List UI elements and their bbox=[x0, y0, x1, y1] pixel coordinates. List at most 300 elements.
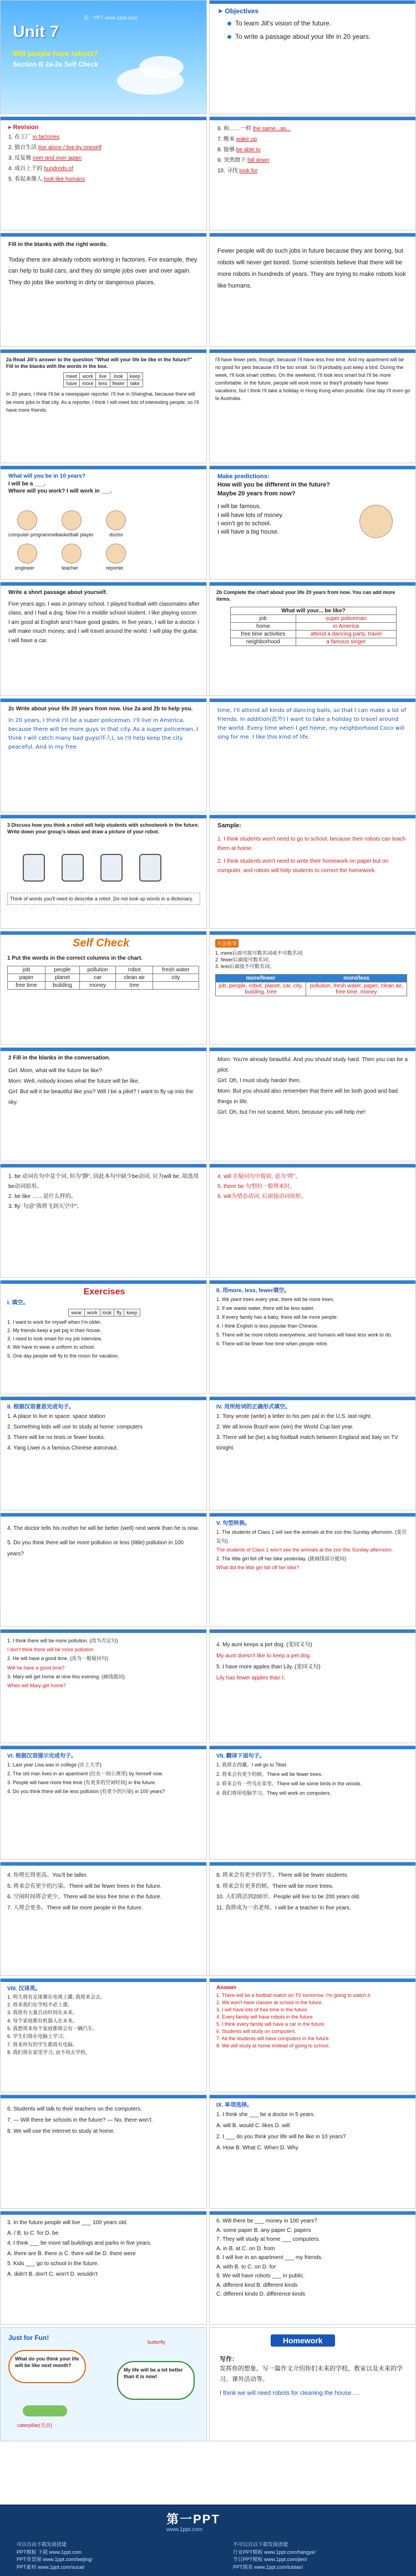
footer-link[interactable]: 可以自由下载发展团建 bbox=[17, 2542, 67, 2547]
exercise-item: 3. There will be no tests or fewer books. bbox=[7, 1434, 105, 1441]
exercise-item: 4. The doctor tells his mother he will be better (well) next week than he is now. bbox=[7, 1525, 199, 1532]
word-item: people bbox=[45, 966, 80, 974]
chart-value: super policeman bbox=[296, 615, 396, 623]
hint-slide bbox=[0, 1745, 207, 1860]
word-item: building bbox=[45, 981, 80, 989]
mc-content-2 bbox=[7, 2218, 201, 2280]
robot-icon bbox=[62, 854, 84, 882]
exercise-item: 3. In the future people will live ___ 100 years old. bbox=[7, 2220, 128, 2226]
synonym-slide bbox=[209, 1629, 416, 1743]
exercises-heading: Exercises bbox=[83, 1287, 125, 1297]
word-item: paper bbox=[8, 974, 45, 981]
exercise-item: 5. Kids ___ go to school in the future. bbox=[7, 2261, 99, 2267]
revision-item: 2. 独自生活 live alone / live by oneself bbox=[8, 145, 102, 151]
exercise-answer: My aunt doesn't like to keep a pet dog. bbox=[216, 1653, 311, 1659]
reading-slide bbox=[0, 349, 207, 463]
caterpillar-shape bbox=[23, 2405, 67, 2416]
prediction-item: I will have lots of money. bbox=[217, 511, 284, 519]
word-item: tree bbox=[116, 981, 153, 989]
job-label: reporter bbox=[106, 565, 124, 571]
exercises-content bbox=[7, 1285, 201, 1360]
conversation-line: Girl: Mom, what will the future be like? bbox=[8, 1067, 102, 1074]
more-less-content bbox=[216, 1287, 410, 1349]
slide-bar bbox=[1, 582, 206, 586]
grammar-content bbox=[8, 1172, 200, 1212]
cover-question: Will people have robots? bbox=[13, 49, 98, 58]
cover-slide bbox=[0, 0, 207, 114]
conversation-content bbox=[8, 1054, 200, 1108]
revision-item: 9. 突然倒下 fall down bbox=[217, 157, 270, 163]
word-box-item: more bbox=[79, 380, 96, 387]
predictions-slide bbox=[209, 465, 416, 580]
slide-bar bbox=[210, 699, 415, 702]
answer-item: 7. All the students will have computers in the future. bbox=[216, 2035, 331, 2041]
exercise-item: 7. — Will there be schools in the future? — No, there won't. bbox=[7, 2117, 153, 2123]
sample-slide bbox=[209, 815, 416, 929]
conversation-content-2 bbox=[217, 1054, 409, 1118]
exercise-item: 5. 将来会有更少的污染。There will be fewer trees in the future. bbox=[7, 1883, 162, 1889]
robot-icon bbox=[139, 854, 161, 882]
butterfly-label: butterfly bbox=[148, 2339, 166, 2345]
exercise-item: 2. Something kids will use to study at home: computers bbox=[7, 1423, 143, 1430]
grammar-note: 4. will 在疑问句中提前, 意为"将"。 bbox=[217, 1174, 301, 1180]
exercise-options: A. didn't B. don't C. won't D. wouldn't bbox=[7, 2271, 98, 2277]
fill-slide bbox=[0, 1513, 207, 1627]
slide-bar bbox=[210, 1, 415, 4]
writing-2c-paragraph-2: time, I'll attend all kinds of dancing balls, so that I can make a lot of friends. In addition(此外) I want to take a holiday to travel around the world. Every time when I get home, my neighborhood Coco will sing for me. I like this kind of life. bbox=[217, 708, 407, 740]
grammar-content-2 bbox=[217, 1172, 409, 1202]
slide-bar bbox=[1, 2095, 206, 2098]
exercise-item: 1. I think she ___ be a doctor in 5 years. bbox=[216, 2111, 315, 2118]
grammar-slide-2 bbox=[209, 1164, 416, 1278]
slide-bar bbox=[1, 1164, 206, 1167]
answer-item: 3. I will have lots of free time in the future. bbox=[216, 2006, 309, 2012]
exercise-item: 3. There will be (be) a big football match between England and Italy on TV tonight. bbox=[216, 1434, 398, 1451]
homework-example: I think we will need robots for cleaning the house. ... bbox=[220, 2389, 360, 2396]
answer-item: 8. We will study at home instead of going to school. bbox=[216, 2042, 330, 2048]
revision-list-2 bbox=[217, 124, 406, 176]
translate-content bbox=[216, 1753, 410, 1798]
word-item: job bbox=[8, 966, 45, 974]
fill-content bbox=[7, 1523, 201, 1560]
blanks-text: Today there are already robots working in factories. For example, they can help to build cars, and they do simple jobs over and over again. They do jobs like working in dirty or dangerous places. bbox=[8, 256, 197, 286]
exercise-part: VIII. 汉译英。 bbox=[7, 1986, 41, 1992]
correct-form-content bbox=[216, 1404, 410, 1453]
slide-bar bbox=[210, 2211, 415, 2215]
exercise-part: IV. 用所给词的正确形式填空。 bbox=[216, 1404, 291, 1410]
writing-2c-task: 2c Write about your life 20 years from now. Use 2a and 2b to help you. bbox=[8, 706, 193, 712]
slide-bar bbox=[210, 117, 415, 120]
chart-slide bbox=[209, 582, 416, 696]
write-slide bbox=[0, 582, 207, 696]
footer-link[interactable]: PPT模板 下载 www.1ppt.com bbox=[17, 2549, 82, 2555]
more-less-slide bbox=[209, 1280, 416, 1394]
conversation-line: Girl: But will it be beautiful like you? Will I be a pilot? I want to fly up into the sky. bbox=[8, 1088, 194, 1105]
cover-watermark: 第一PPT www.1ppt.com bbox=[84, 15, 138, 21]
exercise-item: 3. If every family has a baby, there will be more people. bbox=[216, 1314, 338, 1320]
viii-slide bbox=[0, 1978, 207, 2092]
revision-item: 10. 寻找 look for bbox=[217, 168, 258, 174]
method-tip: 2. fewer后面接可数名词; bbox=[215, 957, 270, 963]
prediction-item: I will have a big house. bbox=[217, 529, 280, 536]
discuss-task: 3 Discuss how you think a robot will help students with schoolwork in the future. Write down your group's ideas and draw a picture of your robot. bbox=[7, 822, 200, 835]
viii-content bbox=[7, 1985, 201, 2057]
jobs-where: Where will you work? I will work in ___. bbox=[8, 488, 112, 494]
negation-content bbox=[7, 1636, 201, 1690]
person-icon bbox=[17, 510, 37, 530]
selfcheck-answer-table bbox=[215, 974, 407, 996]
chart-key: neighborhood bbox=[231, 638, 296, 646]
word-box-item: fewer bbox=[110, 380, 127, 387]
conversation-line: Girl: Oh, I must study harder then. bbox=[217, 1078, 301, 1084]
exercise-item: 4. I think ___ be more tall buildings and parks in five years. bbox=[7, 2240, 152, 2246]
person-icon bbox=[106, 510, 126, 530]
slide-bar bbox=[1, 2211, 206, 2215]
exercise-item: 1. I want to work for myself when I'm older. bbox=[7, 1319, 102, 1325]
exercise-item: 1. 我将去西藏。I will go to Tibet. bbox=[216, 1761, 288, 1768]
exercise-item: 2. 将来我们在学校不必上课。 bbox=[7, 2001, 73, 2007]
answer-item: 5. I think every family will have a car in the future. bbox=[216, 2021, 326, 2027]
answer-cell: pollution, fresh water, paper, clean air, free time, money bbox=[306, 982, 407, 996]
word-item: city bbox=[153, 974, 199, 981]
exercise-options: A. some paper B. any paper C. papers bbox=[216, 2227, 311, 2234]
exercise-item: 3. People will have more free time (有更多的空闲时间) in the future. bbox=[7, 1779, 156, 1785]
selfcheck-title: Self Check bbox=[73, 937, 130, 949]
sample-item: 2. I think students won't need to write their homework on paper but on computer, and robots will help students to correct the homework. bbox=[217, 858, 389, 874]
revision-item: 6. 和……一样 the same...as... bbox=[217, 126, 291, 132]
method-tip: 1. more后面可接可数名词或不可数名词; bbox=[215, 950, 304, 956]
jobs-answer: I will be a ___. bbox=[8, 480, 45, 487]
exercise-item: 2. We all know Brazil won (win) the World Cup last year. bbox=[216, 1423, 354, 1430]
chart-value: in America bbox=[296, 623, 396, 631]
person-icon bbox=[106, 544, 126, 564]
word-box bbox=[63, 372, 143, 387]
blanks-content bbox=[8, 241, 200, 289]
exercise-word-box bbox=[68, 1309, 140, 1317]
predictions-heading: Make predictions: bbox=[217, 473, 270, 480]
exercise-item: 6. 空闲时间将会更少。There will be less free time in the future. bbox=[7, 1894, 162, 1900]
exercise-item: 2. The little girl fell off her bike yesterday. (就画线部分提问) bbox=[216, 1556, 347, 1562]
sentence-transform-content bbox=[216, 1520, 410, 1572]
slide-bar bbox=[210, 582, 415, 586]
exercise-item: 2. I ___ do you think your life will be like in 10 years? bbox=[216, 2133, 346, 2140]
writing-2c-content bbox=[8, 705, 200, 752]
exercise-item: 5. There will be more robots everywhere, and humans will have less work to do. bbox=[216, 1332, 392, 1338]
slide-bar bbox=[210, 2095, 415, 2098]
word-box-item: have bbox=[63, 380, 79, 387]
word-item: free time bbox=[8, 981, 45, 989]
slide-bar bbox=[1, 350, 206, 353]
robot-icon bbox=[100, 854, 123, 882]
revision-item: 3. 反复地 over and over again bbox=[8, 155, 82, 162]
revision-heading: ▸ Revision bbox=[8, 124, 39, 131]
conversation-slide-2 bbox=[209, 1047, 416, 1161]
exercise-options: A. different kind B. different kinds bbox=[216, 2282, 298, 2288]
discuss-content bbox=[7, 822, 200, 835]
word-box-item: fly bbox=[114, 1309, 124, 1316]
exercise-item: 6. There will be fewer free time when people retire. bbox=[216, 1341, 328, 1347]
chart-key: free time activities bbox=[231, 631, 296, 638]
viii-answer-content bbox=[216, 1984, 410, 2050]
translate-slide bbox=[209, 1745, 416, 1860]
exercise-item: 4. My aunt keeps a pet dog. (变同义句) bbox=[216, 1642, 312, 1648]
jobs-slide bbox=[0, 465, 207, 580]
mc-content-3 bbox=[216, 2217, 410, 2300]
prediction-item: I will be famous. bbox=[217, 503, 261, 510]
slide-bar bbox=[1, 1281, 206, 1284]
homework-task: 发挥你的想象，写一篇作文介绍你们未来的学校，教室以及未来的学习、课外活动等。 bbox=[220, 2365, 403, 2383]
exercise-item: 1. Last year Lisa was in college (在上大学). bbox=[7, 1761, 103, 1768]
sample-item: 1. I think students won't need to go to school, because their robots can teach them at home. bbox=[217, 836, 406, 852]
exercise-item: 4. Do you think there will be less pollution (有更少的污染) in 100 years? bbox=[7, 1789, 165, 1795]
exercise-item: 8. I will live in an apartment ___ my friends. bbox=[216, 2255, 323, 2261]
exercise-part: II. 根据汉语意思完成句子。 bbox=[7, 1404, 75, 1410]
blanks-text-2: Fewer people will do such jobs in future because they are boring, but robots will never get bored. Some scientists believe that there will be more robots in hundreds of years. They are trying to make robots look like humans. bbox=[217, 248, 406, 289]
exercise-item: 9. 将来会有更多的树。There will be more trees. bbox=[216, 1883, 334, 1889]
exercise-item: 3. I need to look smart for my job interview. bbox=[7, 1336, 103, 1342]
chart-key: home bbox=[231, 623, 296, 631]
exercise-item: 3. Mary will get home at nine this evening. (画线提问) bbox=[7, 1673, 125, 1679]
slide-bar bbox=[210, 1862, 415, 1866]
objective-item: To learn Jill's vision of the future. bbox=[227, 19, 405, 27]
exercise-item: 8. We will use the internet to study at home. bbox=[7, 2128, 115, 2134]
slide-bar bbox=[1, 1630, 206, 1633]
grammar-note: 1. be 动词在句中是个词, 但为"静", 因此本句中缺少be动词, 应为will be, 故选用be动词原形。 bbox=[8, 1174, 199, 1190]
chart-key: job bbox=[231, 615, 296, 623]
slide-bar bbox=[1, 233, 206, 237]
homework-heading: Homework bbox=[271, 2334, 335, 2347]
bubble-text: My life will be a lot better than it is now! bbox=[124, 2367, 183, 2380]
mc-intro-content bbox=[7, 2104, 201, 2137]
grammar-note: 2. be like ……是什么样的。 bbox=[8, 1194, 77, 1200]
selfcheck-answer-content bbox=[215, 938, 410, 996]
grammar-note: 3. fly: 句意"我将飞到天空中"。 bbox=[8, 1204, 83, 1210]
life-chart bbox=[230, 607, 397, 646]
reading-content bbox=[6, 356, 200, 414]
homework-content bbox=[220, 2355, 408, 2398]
word-box-item: live bbox=[96, 373, 110, 380]
fun-slide bbox=[0, 2327, 207, 2441]
translate-content-2 bbox=[7, 1870, 201, 1913]
slide-bar bbox=[1, 815, 206, 818]
word-item: pollution bbox=[79, 966, 116, 974]
job-label: teacher bbox=[62, 565, 79, 571]
job-label: computer programmer bbox=[8, 532, 58, 537]
homework-task-heading: 写作： bbox=[220, 2356, 238, 2363]
exercise-item: 9. We will have robots ___ in public. bbox=[216, 2273, 305, 2279]
revision-slide-2 bbox=[209, 116, 416, 231]
column-header: more/less bbox=[306, 975, 407, 982]
footer-banner bbox=[0, 2505, 416, 2576]
sample-content bbox=[217, 822, 409, 875]
slide-bar bbox=[1, 466, 206, 469]
exercise-item: 5. I have more apples than Lily. (变同义句) bbox=[216, 1664, 321, 1670]
write-paragraph: Five years ago, I was in primary school. I played football with classmates after class, and I had a dog. Now I'm a middle school student. I like playing soccer. I am good at English and I have good grades. In five years, I will be a doctor. I will make much money, and I will travel around the world. I will play the guitar. I will have a car. bbox=[8, 601, 200, 644]
footer-link[interactable]: 节日PPT模板 www.1ppt.com/jieri/ bbox=[233, 2557, 307, 2562]
word-box-item: look bbox=[110, 373, 127, 380]
exercise-answer: The students of Class 1 won't see the animals at the zoo this Sunday afternoon. bbox=[216, 1546, 393, 1553]
word-box-item: less bbox=[96, 380, 110, 387]
exercise-item: 8. 将来会有更少的学生。There will be fewer students. bbox=[216, 1872, 349, 1878]
speech-bubble bbox=[117, 2361, 195, 2400]
translate-slide-2 bbox=[0, 1862, 207, 1976]
word-item: car bbox=[79, 974, 116, 981]
viii-answer-slide bbox=[209, 1978, 416, 2092]
slide-bar bbox=[210, 1746, 415, 1749]
exercise-item: 1. Tony wrote (write) a letter to his pen pal in the U.S. last night. bbox=[216, 1413, 372, 1420]
exercise-part: IX. 单项选择。 bbox=[216, 2102, 253, 2108]
conversation-line: Girl: Oh, but I'm not scared, Mom, because you will help me! bbox=[217, 1109, 366, 1115]
reading-task: 2a Read Jill's answer to the question "What will your life be like in the future?" Fill in the blanks with the words in the box. bbox=[6, 357, 192, 370]
translate-content-3 bbox=[216, 1870, 410, 1913]
answer-cell: job, people, robot, planet, car, city, building, tree bbox=[216, 982, 306, 996]
slide-bar bbox=[210, 1513, 415, 1517]
slide-bar bbox=[210, 1630, 415, 1633]
revision-slide bbox=[0, 116, 207, 231]
footer-links bbox=[17, 2541, 93, 2571]
exercise-item: 5. Do you think there will be more pollution or less (little) pollution in 100 years? bbox=[7, 1540, 184, 1557]
word-item: fresh water bbox=[153, 966, 199, 974]
writing-2c-slide bbox=[0, 698, 207, 812]
exercise-item: 5. One day people will fly to the moon for vacation. bbox=[7, 1353, 119, 1359]
exercise-answer: What did the little girl fall off her bike? bbox=[216, 1565, 300, 1571]
footer-link[interactable]: PPT背景图 www.1ppt.com/beijing/ bbox=[17, 2557, 93, 2562]
exercise-item: 2. 将来会有更少的树。There will be fewer trees. bbox=[216, 1771, 323, 1777]
caterpillar-label: caterpillar(毛虫) bbox=[17, 2423, 53, 2428]
job-label: basketball player bbox=[56, 532, 94, 537]
conversation-task: 2 Fill in the blanks in the conversation. bbox=[8, 1055, 110, 1061]
cover-unit: Unit 7 bbox=[13, 23, 59, 41]
footer-url[interactable]: www.1ppt.com bbox=[166, 2527, 203, 2533]
exercise-item: 2. My friends keep a pet pig in their house. bbox=[7, 1327, 102, 1333]
robot-icon bbox=[23, 854, 45, 882]
synonym-content bbox=[216, 1640, 410, 1684]
person-icon bbox=[62, 544, 82, 564]
word-box-item: work bbox=[79, 373, 96, 380]
exercise-part: VI. 根据汉语提示完成句子。 bbox=[7, 1753, 77, 1759]
mc-slide-2 bbox=[0, 2211, 207, 2325]
selfcheck-slide bbox=[0, 931, 207, 1045]
mc-content bbox=[216, 2102, 410, 2154]
exercise-item: 1. The students of Class 1 will see the animals at the zoo this Sunday afternoon. (变否定句) bbox=[216, 1529, 407, 1544]
blanks-slide-2 bbox=[209, 233, 416, 347]
reading-paragraph: In 20 years, I think I'll be a newspaper reporter. I'll live in Shanghai, because there will be more jobs in that city. As a reporter, I think I will meet lots of interesting people, so I'll have more friends. bbox=[6, 391, 199, 413]
exercise-options: A. will B. would C. likes D. will bbox=[216, 2122, 290, 2129]
answer-item: 2. We won't have classes at school in the future. bbox=[216, 1999, 323, 2005]
selfcheck-answer-slide bbox=[209, 931, 416, 1045]
exercise-item: 2. If we waste water, there will be less water. bbox=[216, 1305, 315, 1311]
chart-value: attend a dancing party, travel bbox=[296, 631, 396, 638]
exercise-item: 2. He will have a good time. (改为一般疑问句) bbox=[7, 1656, 109, 1662]
exercise-item: 6. Students will talk to their teachers on the computers. bbox=[7, 2106, 142, 2112]
revision-item: 4. 成百上千的 hundreds of bbox=[8, 166, 73, 172]
slide-bar bbox=[210, 350, 415, 353]
footer-link[interactable]: 不可以自以下载发展团建 bbox=[233, 2542, 288, 2547]
chart-task: 2b Complete the chart about your life 20 years from now. You can add more items. bbox=[216, 590, 395, 602]
conversation-line: Mom: Well, nobody knows what the future will be like. bbox=[8, 1078, 140, 1084]
word-box-item: look bbox=[100, 1309, 114, 1316]
column-header: more/fewer bbox=[216, 975, 306, 982]
slide-bar bbox=[210, 233, 415, 237]
footer-link[interactable]: PPT图表 www.1ppt.com/tubiao/ bbox=[233, 2564, 303, 2570]
word-box-item: wear bbox=[69, 1309, 85, 1316]
footer-link[interactable]: 行业PPT模板 www.1ppt.com/hangye/ bbox=[233, 2549, 316, 2555]
exercise-options: A. / B. to C. for D. be bbox=[7, 2230, 59, 2236]
exercise-options: A. with B. to C. on D. for bbox=[216, 2263, 276, 2270]
reading-slide-2 bbox=[209, 349, 416, 463]
objectives-slide bbox=[209, 0, 416, 114]
slide-bar bbox=[1, 117, 206, 120]
exercise-item: 1. I think there will be more pollution. (改为否定句) bbox=[7, 1638, 118, 1643]
chinese-meaning-slide bbox=[0, 1396, 207, 1510]
revision-list bbox=[8, 124, 197, 185]
exercise-item: 5. 我想将来每个家庭都将会有一辆汽车。 bbox=[7, 2026, 98, 2032]
exercise-item: 1. We plant trees every year, there will be more trees. bbox=[216, 1296, 334, 1302]
slide-bar bbox=[210, 815, 415, 818]
footer-link[interactable]: PPT素材 www.1ppt.com/sucai/ bbox=[17, 2564, 85, 2570]
grammar-note: 6. will为情态动词, 后面接动词原形。 bbox=[217, 1194, 307, 1200]
answer-item: 6. Students will study on computers. bbox=[216, 2028, 297, 2034]
conversation-slide bbox=[0, 1047, 207, 1161]
mc-intro-slide bbox=[0, 2094, 207, 2209]
job-label: doctor bbox=[109, 532, 124, 537]
sample-heading: Sample: bbox=[217, 822, 241, 829]
exercise-answer: Lily has fewer apples than I. bbox=[216, 1675, 285, 1681]
cover-section: Section B 2a-2e Self Check bbox=[13, 60, 99, 68]
method-badge: 方法指导 bbox=[215, 939, 239, 948]
exercise-item: 8. 我们将在家里学习, 而不用去学校。 bbox=[7, 2050, 91, 2056]
sentence-transform-slide bbox=[209, 1513, 416, 1627]
bubble-text: What do you think your life will be like next month? bbox=[15, 2356, 79, 2369]
selfcheck-words bbox=[7, 966, 199, 990]
chart-header: What will your... be like? bbox=[231, 607, 397, 615]
exercise-item: 2. The old man lives in an apartment (住在一间公寓里) by himself now. bbox=[7, 1770, 163, 1776]
exercise-item: 11. 我将成为一名老师。I will be a teacher in five years. bbox=[216, 1904, 351, 1911]
word-box-item: take bbox=[127, 380, 143, 387]
exercise-item: 4. 我们将用电脑学习。They will work on computers. bbox=[216, 1790, 332, 1796]
exercise-options: A. How B. What C. When D. Why bbox=[216, 2144, 298, 2151]
slide-bar bbox=[1, 1746, 206, 1749]
exercise-options: A. in B. at C. on D. from bbox=[216, 2245, 275, 2252]
word-item: clean air bbox=[116, 974, 153, 981]
answer-heading: Answer bbox=[216, 1985, 237, 1991]
jobs-question: What will you be in 10 years? bbox=[8, 473, 85, 479]
word-box-item: keep bbox=[127, 373, 143, 380]
hint-content bbox=[7, 1753, 201, 1796]
reading-paragraph-2: I'll have fewer pets, though, because I'll have less free time. And my apartment will be no good for pets because it'll be too small. So I'll probably just keep a bird. During the week, I'll look smart clothes. On the weekend, I'll look less smart but I'll be more comfortable. In the future, people will work more so they'll probably have fewer vacations, but I think I'll take a holiday in Hong Kong when possible. One day I'll even go to Australia. bbox=[215, 357, 410, 401]
predictions-question: How will you be different in the future? bbox=[217, 482, 330, 489]
slide-bar bbox=[1, 1513, 206, 1517]
writing-2c-slide-2 bbox=[209, 698, 416, 812]
slide-bar bbox=[1, 1397, 206, 1400]
exercise-item: 7. 将来所有的学生都将有电脑。 bbox=[7, 2041, 78, 2047]
exercise-options: A. there are B. there is C. there will be D. there were bbox=[7, 2250, 136, 2257]
prediction-item: I won't go to school. bbox=[217, 520, 271, 527]
method-tip: 3. less后面接不可数名词。 bbox=[215, 964, 275, 970]
word-item: planet bbox=[45, 974, 80, 981]
mc-slide bbox=[209, 2094, 416, 2209]
slide-bar bbox=[1, 1048, 206, 1051]
word-box-item: keep bbox=[124, 1309, 140, 1316]
blanks-intro: Fill in the blanks with the right words. bbox=[8, 242, 108, 248]
exercise-item: 4. Yang Liwei is a famous Chinese astronaut. bbox=[7, 1445, 118, 1451]
slide-bar bbox=[210, 1979, 415, 1982]
exercise-item: 10. 人们将活到200岁。People will live to be 200 years old. bbox=[216, 1894, 361, 1900]
exercises-slide bbox=[0, 1280, 207, 1394]
write-task: Write a short passage about yourself. bbox=[8, 590, 108, 596]
fun-heading: Just for Fun! bbox=[8, 2334, 49, 2342]
exercise-answer: I don't think there will be more pollution. bbox=[7, 1647, 95, 1653]
